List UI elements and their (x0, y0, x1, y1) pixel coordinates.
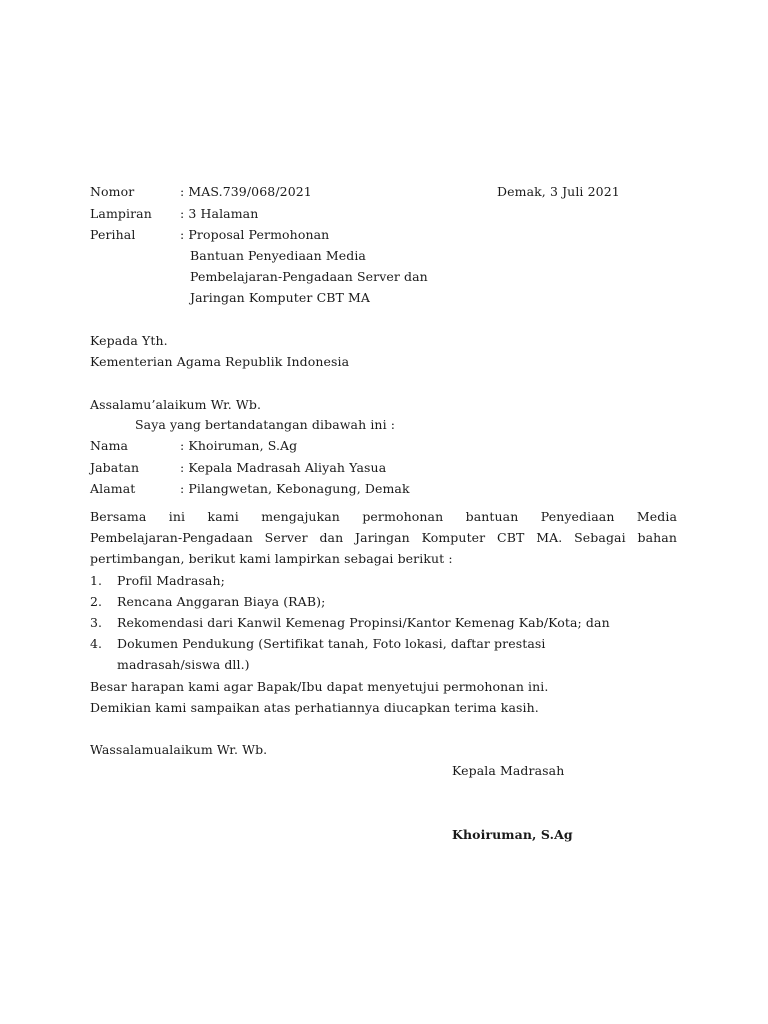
jabatan-value: : Kepala Madrasah Aliyah Yasua (180, 460, 387, 475)
opening-salam: Assalamu’alaikum Wr. Wb. (90, 397, 262, 412)
opening-intro: Saya yang bertandatangan dibawah ini : (135, 417, 396, 432)
jabatan-label: Jabatan (90, 460, 140, 475)
perihal-line: Bantuan Penyediaan Media (190, 248, 366, 263)
nomor-value: : MAS.739/068/2021 (180, 184, 312, 199)
nama-label: Nama (90, 438, 129, 453)
perihal-line: Pembelajaran-Pengadaan Server dan (190, 269, 428, 284)
recipient-name: Kementerian Agama Republik Indonesia (90, 354, 350, 369)
list-item-number: 1. (90, 573, 103, 588)
signer-position: Kepala Madrasah (452, 763, 565, 778)
body-paragraph-line: Pembelajaran-Pengadaan Server dan Jaringan Komputer CBT MA. Sebagai bahan (90, 530, 677, 545)
letter-date: Demak, 3 Juli 2021 (497, 184, 620, 199)
signer-name: Khoiruman, S.Ag (452, 827, 573, 842)
hope-sentence: Besar harapan kami agar Bapak/Ibu dapat menyetujui permohonan ini. (90, 679, 549, 694)
body-paragraph-line: Bersama ini kami mengajukan permohonan bantuan Penyediaan Media (90, 509, 677, 524)
recipient-greeting: Kepada Yth. (90, 333, 168, 348)
nomor-label: Nomor (90, 184, 135, 199)
perihal-value: : Proposal Permohonan (180, 227, 330, 242)
list-item-continuation: madrasah/siswa dll.) (117, 657, 250, 672)
list-item-number: 4. (90, 636, 103, 651)
nama-value: : Khoiruman, S.Ag (180, 438, 298, 453)
lampiran-label: Lampiran (90, 206, 152, 221)
perihal-line: Jaringan Komputer CBT MA (190, 290, 371, 305)
lampiran-value: : 3 Halaman (180, 206, 259, 221)
list-item: Dokumen Pendukung (Sertifikat tanah, Foto lokasi, daftar prestasi (117, 636, 546, 651)
closing-sentence: Demikian kami sampaikan atas perhatiannya diucapkan terima kasih. (90, 700, 539, 715)
list-item: Rekomendasi dari Kanwil Kemenag Propinsi/Kantor Kemenag Kab/Kota; dan (117, 615, 610, 630)
closing-salam: Wassalamualaikum Wr. Wb. (90, 742, 268, 757)
body-paragraph-line: pertimbangan, berikut kami lampirkan sebagai berikut : (90, 551, 453, 566)
list-item: Rencana Anggaran Biaya (RAB); (117, 594, 326, 609)
perihal-label: Perihal (90, 227, 136, 242)
alamat-value: : Pilangwetan, Kebonagung, Demak (180, 481, 410, 496)
list-item: Profil Madrasah; (117, 573, 225, 588)
list-item-number: 3. (90, 615, 103, 630)
alamat-label: Alamat (90, 481, 136, 496)
list-item-number: 2. (90, 594, 103, 609)
